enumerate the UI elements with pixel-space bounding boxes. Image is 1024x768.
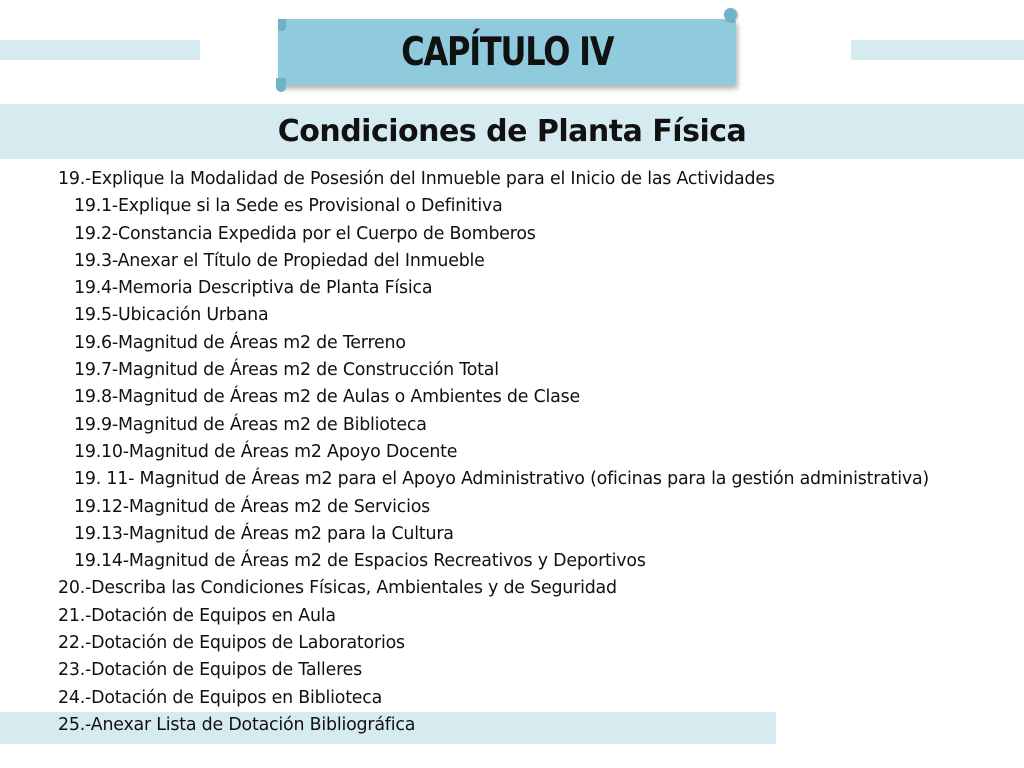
content-list <box>58 166 929 739</box>
sub-list-item: 19.13-Magnitud de Áreas m2 para la Cultura <box>74 523 454 544</box>
chapter-title: CAPÍTULO IV <box>400 29 614 75</box>
sub-list-item: 19.14-Magnitud de Áreas m2 de Espacios Recreativos y Deportivos <box>74 551 646 572</box>
sub-list-item: 19.8-Magnitud de Áreas m2 de Aulas o Ambientes de Clase <box>74 387 580 408</box>
banner-curl-bottom-left <box>276 78 286 92</box>
chapter-banner <box>278 19 736 85</box>
list-item: 23.-Dotación de Equipos de Talleres <box>58 660 362 681</box>
decorative-bar-left <box>0 40 200 60</box>
sub-list-item: 19.5-Ubicación Urbana <box>74 305 269 326</box>
sub-list-item: 19.12-Magnitud de Áreas m2 de Servicios <box>74 496 431 517</box>
sub-list-item: 19.10-Magnitud de Áreas m2 Apoyo Docente <box>74 441 458 462</box>
banner-curl-top-right <box>724 8 737 21</box>
sub-list-item: 19. 11- Magnitud de Áreas m2 para el Apoyo Administrativo (oficinas para la gestión administrativa) <box>74 469 929 490</box>
sub-list-item: 19.1-Explique si la Sede es Provisional o Definitiva <box>74 196 503 217</box>
list-item: 21.-Dotación de Equipos en Aula <box>58 605 336 626</box>
list-item: 25.-Anexar Lista de Dotación Bibliográfica <box>58 714 416 735</box>
sub-list-item: 19.7-Magnitud de Áreas m2 de Construcción Total <box>74 360 499 381</box>
sub-list-item: 19.3-Anexar el Título de Propiedad del Inmueble <box>74 250 485 271</box>
list-item: 22.-Dotación de Equipos de Laboratorios <box>58 633 405 654</box>
sub-list-item: 19.2-Constancia Expedida por el Cuerpo de Bomberos <box>74 223 536 244</box>
page-subtitle: Condiciones de Planta Física <box>277 114 747 149</box>
sub-list-item: 19.4-Memoria Descriptiva de Planta Física <box>74 278 433 299</box>
sub-list-item: 19.6-Magnitud de Áreas m2 de Terreno <box>74 332 406 353</box>
list-item: 24.-Dotación de Equipos en Biblioteca <box>58 687 383 708</box>
banner-curl-top-left <box>278 19 286 31</box>
decorative-bar-right <box>851 40 1024 60</box>
sub-list-item: 19.9-Magnitud de Áreas m2 de Biblioteca <box>74 414 427 435</box>
list-item: 20.-Describa las Condiciones Físicas, Ambientales y de Seguridad <box>58 578 617 599</box>
subtitle-bar <box>0 104 1024 159</box>
list-item: 19.-Explique la Modalidad de Posesión del Inmueble para el Inicio de las Actividades <box>58 169 775 189</box>
